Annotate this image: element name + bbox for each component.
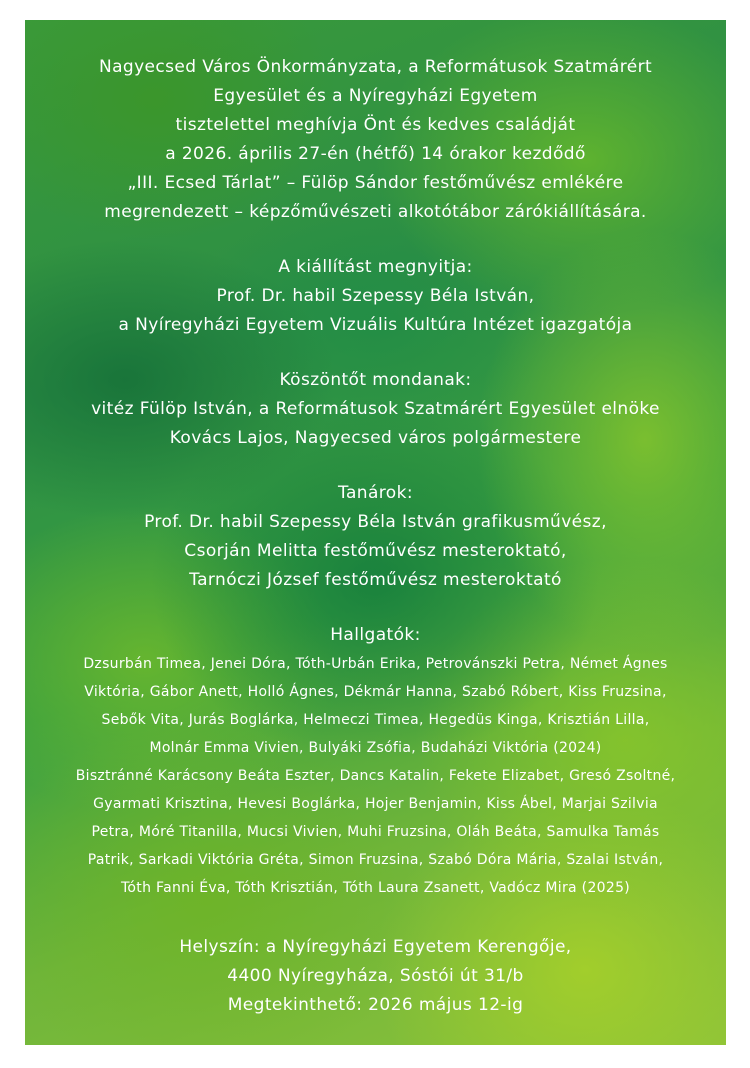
- greetings-line: Kovács Lajos, Nagyecsed város polgármestere: [169, 428, 582, 448]
- students-line: Tóth Fanni Éva, Tóth Krisztián, Tóth Laura Zsanett, Vadócz Mira (2025): [120, 880, 631, 896]
- greetings-line: vitéz Fülöp István, a Reformátusok Szatmárért Egyesület elnöke: [91, 399, 660, 419]
- students-line: Patrik, Sarkadi Viktória Gréta, Simon Fruzsina, Szabó Dóra Mária, Szalai István,: [87, 852, 664, 868]
- intro-line: tisztelettel meghívja Önt és kedves családját: [175, 115, 576, 135]
- intro-line: Egyesület és a Nyíregyházi Egyetem: [213, 86, 538, 106]
- students-line: Petra, Móré Titanilla, Mucsi Vivien, Muhi Fruzsina, Oláh Beáta, Samulka Tamás: [91, 824, 660, 840]
- intro-line: Nagyecsed Város Önkormányzata, a Reformátusok Szatmárért: [98, 57, 653, 77]
- students-line: Viktória, Gábor Anett, Holló Ágnes, Dékmár Hanna, Szabó Róbert, Kiss Fruzsina,: [84, 684, 667, 700]
- venue-line: 4400 Nyíregyháza, Sóstói út 31/b: [227, 966, 524, 986]
- teachers-line: Tarnóczi József festőművész mesteroktató: [189, 570, 562, 590]
- teachers-heading: Tanárok:: [338, 483, 413, 503]
- students-line: Molnár Emma Vivien, Bulyáki Zsófia, Budaházi Viktória (2024): [149, 740, 602, 756]
- opening-line: Prof. Dr. habil Szepessy Béla István,: [216, 286, 535, 306]
- students-line: Sebők Vita, Jurás Boglárka, Helmeczi Timea, Hegedüs Kinga, Krisztián Lilla,: [101, 712, 650, 728]
- venue-line: Megtekinthető: 2026 május 12-ig: [227, 995, 524, 1015]
- students-line: Bisztránné Karácsony Beáta Eszter, Dancs Katalin, Fekete Elizabet, Gresó Zsoltné,: [75, 768, 676, 784]
- students-line: Dzsurbán Timea, Jenei Dóra, Tóth-Urbán Erika, Petrovánszki Petra, Német Ágnes: [83, 656, 668, 672]
- teachers-line: Csorján Melitta festőművész mesteroktató,: [184, 541, 567, 561]
- venue-line: Helyszín: a Nyíregyházi Egyetem Kerengője,: [179, 937, 572, 957]
- students-heading: Hallgatók:: [330, 625, 421, 645]
- students-line: Gyarmati Krisztina, Hevesi Boglárka, Hojer Benjamin, Kiss Ábel, Marjai Szilvia: [93, 796, 658, 812]
- teachers-line: Prof. Dr. habil Szepessy Béla István grafikusművész,: [144, 512, 607, 532]
- invitation-poster: [25, 20, 726, 1045]
- opening-line: a Nyíregyházi Egyetem Vizuális Kultúra Intézet igazgatója: [118, 315, 633, 335]
- opening-heading: A kiállítást megnyitja:: [278, 257, 473, 277]
- greetings-heading: Köszöntőt mondanak:: [279, 370, 472, 390]
- intro-line: a 2026. április 27-én (hétfő) 14 órakor kezdődő: [165, 144, 586, 164]
- intro-line: „III. Ecsed Tárlat” – Fülöp Sándor festőművész emlékére: [127, 173, 624, 193]
- intro-line: megrendezett – képzőművészeti alkotótábor zárókiállítására.: [104, 202, 647, 222]
